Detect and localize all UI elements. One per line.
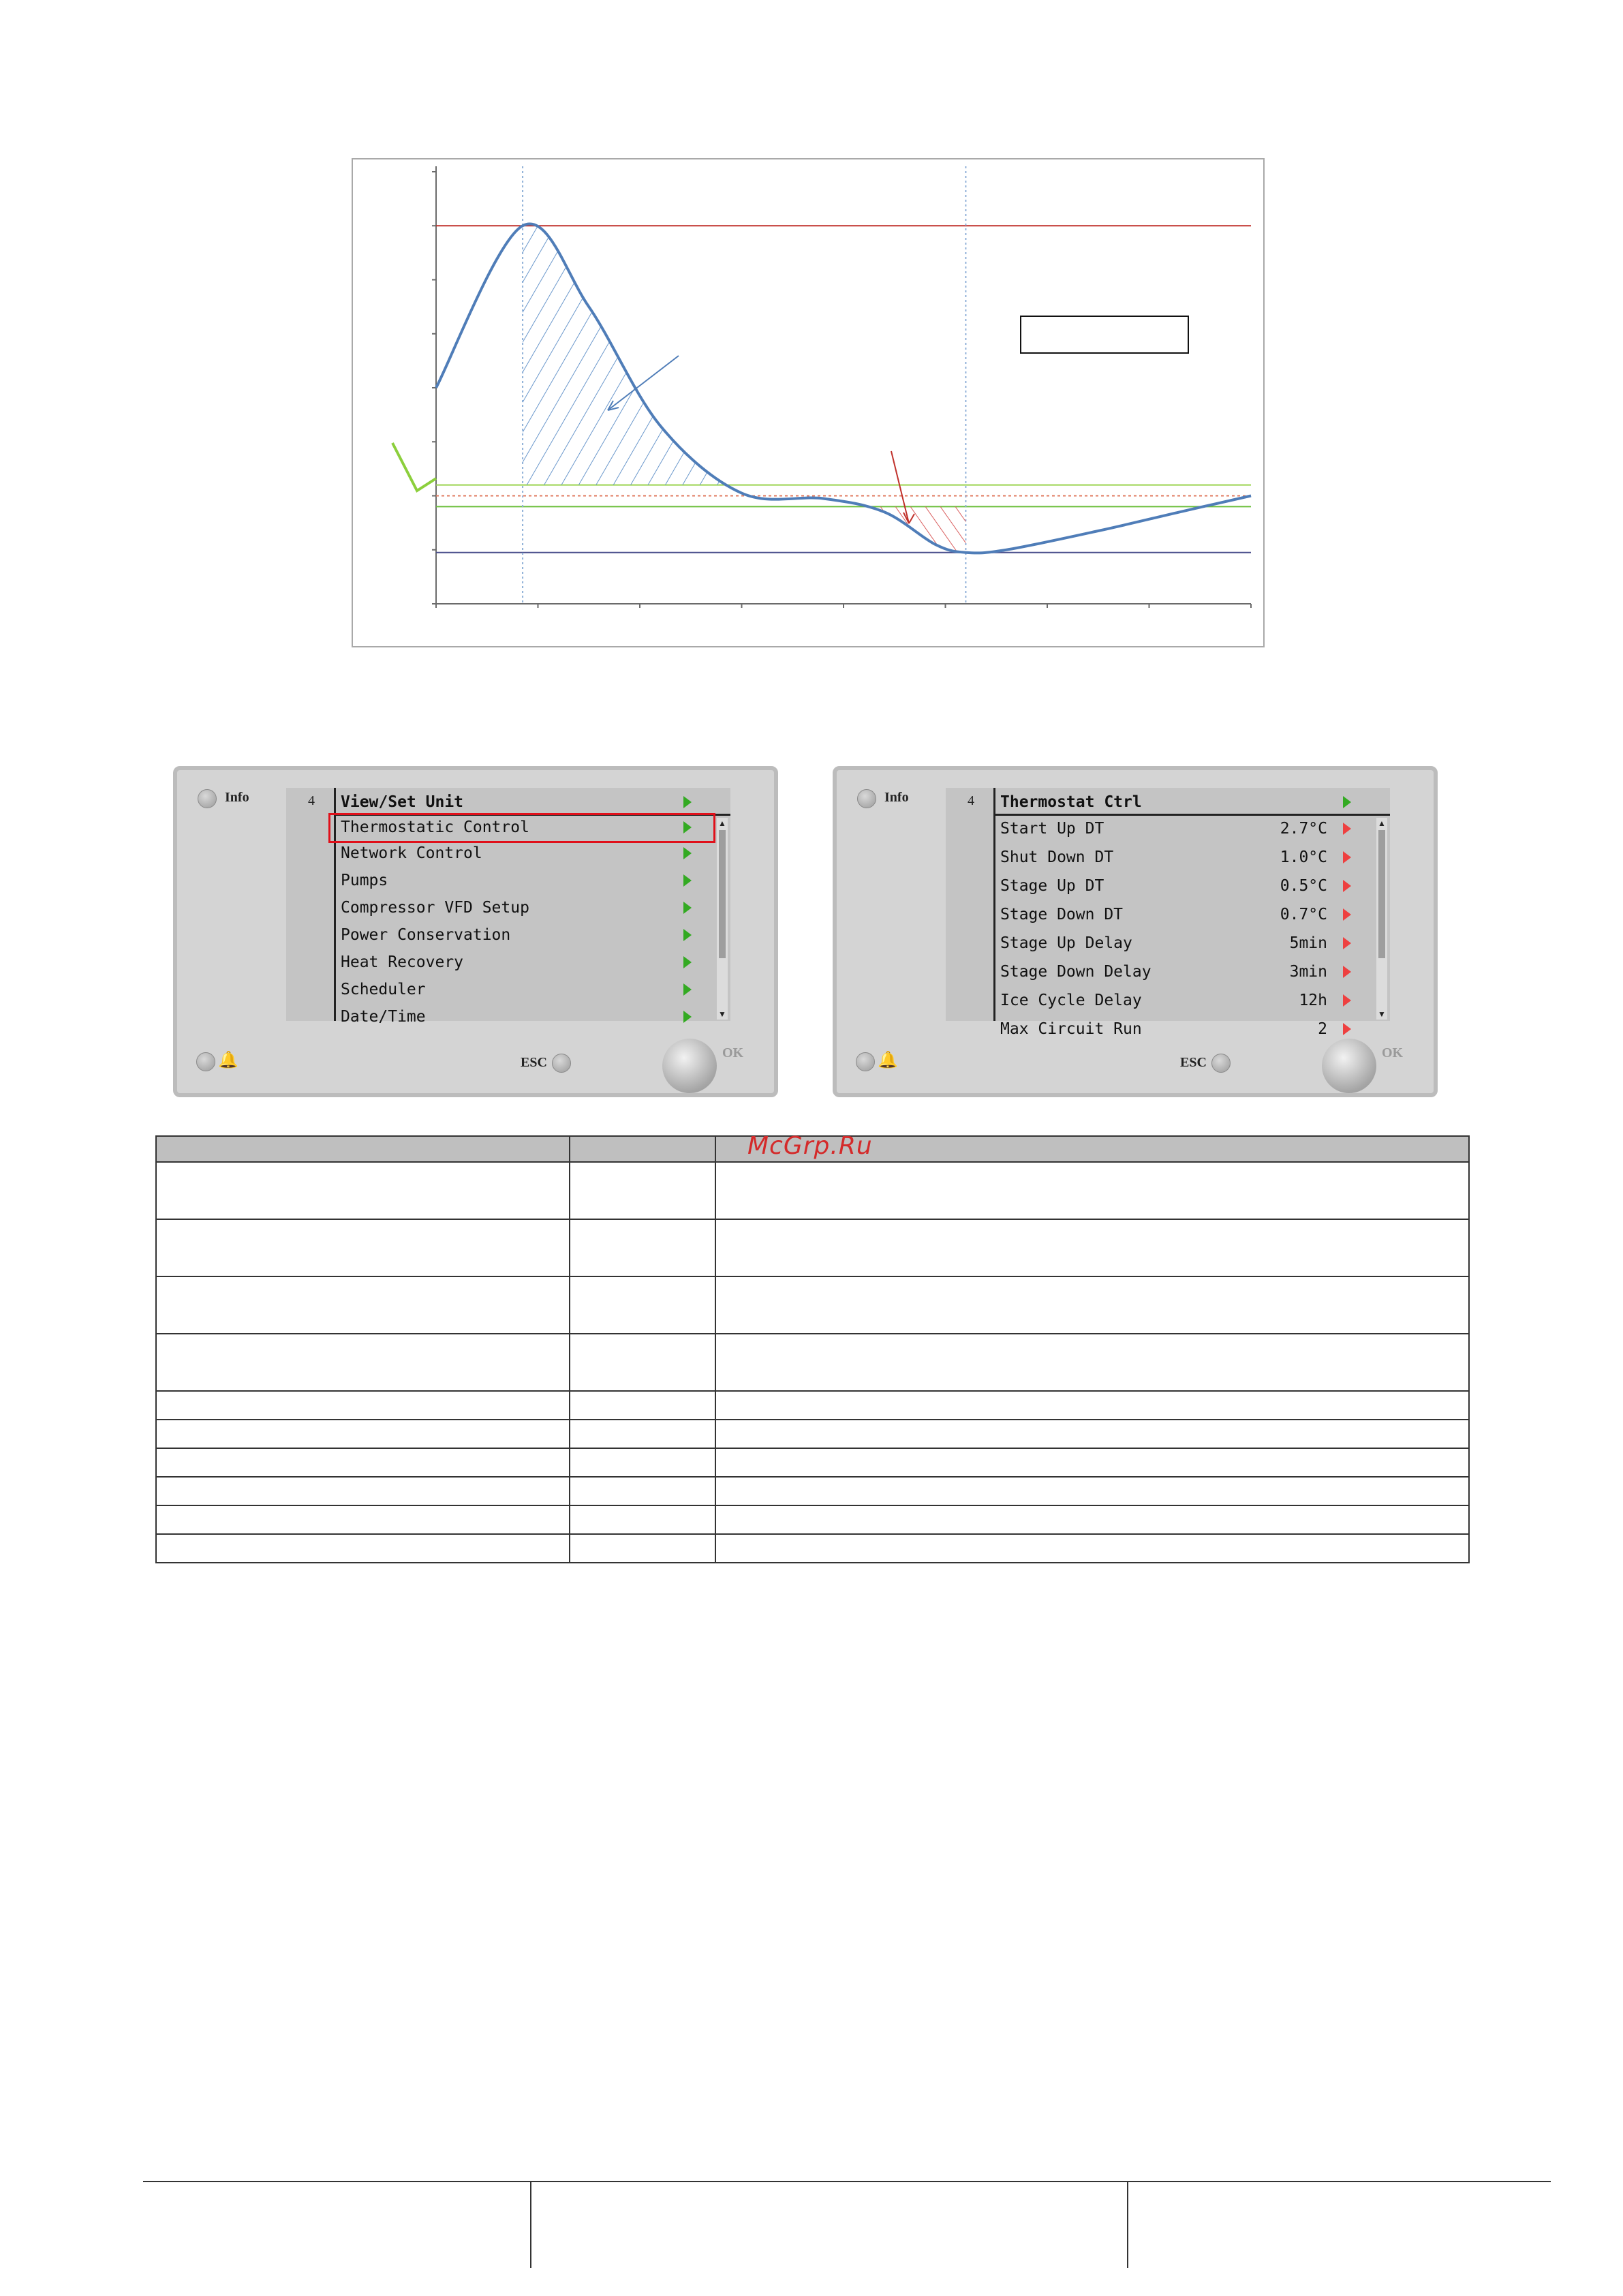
- title-arrow-icon: [1343, 796, 1351, 808]
- table-row: [156, 1448, 1469, 1477]
- controller-panel-left: [173, 766, 778, 1097]
- ok-knob[interactable]: [662, 1039, 717, 1093]
- scroll-down-icon[interactable]: ▼: [718, 1009, 726, 1019]
- setting-label[interactable]: Shut Down DT: [1000, 848, 1114, 866]
- table-cell: [715, 1391, 1469, 1420]
- scroll-thumb[interactable]: [719, 830, 726, 958]
- esc-button[interactable]: [1211, 1054, 1231, 1073]
- setting-value[interactable]: 5min: [1289, 934, 1327, 952]
- table-cell: [715, 1534, 1469, 1563]
- table-cell: [570, 1534, 715, 1563]
- footer-divider: [1127, 2181, 1128, 2268]
- table-cell: [156, 1276, 570, 1334]
- table-cell: [715, 1505, 1469, 1534]
- table-cell: [715, 1219, 1469, 1276]
- table-cell: [715, 1162, 1469, 1219]
- edit-arrow-icon: [1343, 851, 1351, 863]
- table-cell: [156, 1448, 570, 1477]
- info-button[interactable]: [198, 789, 217, 808]
- setting-label[interactable]: Ice Cycle Delay: [1000, 992, 1142, 1009]
- page-number: 4: [308, 793, 315, 808]
- table-cell: [570, 1391, 715, 1420]
- edit-arrow-icon: [1343, 880, 1351, 892]
- table-cell: [156, 1162, 570, 1219]
- edit-arrow-icon: [1343, 937, 1351, 949]
- menu-item[interactable]: Date/Time: [341, 1008, 426, 1026]
- edit-arrow-icon: [1343, 994, 1351, 1007]
- submenu-arrow-icon: [683, 796, 692, 808]
- menu-item[interactable]: Power Conservation: [341, 926, 511, 944]
- setting-label[interactable]: Stage Down Delay: [1000, 963, 1151, 981]
- menu-item[interactable]: Thermostatic Control: [341, 818, 529, 836]
- menu-item[interactable]: Network Control: [341, 844, 482, 862]
- page-number: 4: [968, 793, 974, 808]
- esc-button[interactable]: [552, 1054, 571, 1073]
- bell-icon: 🔔: [218, 1051, 238, 1069]
- setting-label[interactable]: Max Circuit Run: [1000, 1020, 1142, 1038]
- ok-knob[interactable]: [1322, 1039, 1376, 1093]
- table-cell: [570, 1162, 715, 1219]
- footer-rule: [143, 2181, 1551, 2182]
- info-button[interactable]: [857, 789, 876, 808]
- table-cell: [715, 1477, 1469, 1505]
- table-row: [156, 1334, 1469, 1391]
- setting-label[interactable]: Stage Up DT: [1000, 877, 1104, 895]
- menu-item[interactable]: Scheduler: [341, 981, 426, 998]
- setting-value[interactable]: 3min: [1289, 963, 1327, 981]
- submenu-arrow-icon: [683, 929, 692, 941]
- menu-item[interactable]: Heat Recovery: [341, 953, 464, 971]
- info-label: Info: [884, 790, 909, 805]
- setting-value[interactable]: 0.7°C: [1280, 906, 1327, 923]
- scroll-down-icon[interactable]: ▼: [1378, 1009, 1386, 1019]
- ok-label: OK: [722, 1045, 744, 1060]
- bell-icon: 🔔: [878, 1051, 898, 1069]
- table-cell: [156, 1477, 570, 1505]
- legend-box: [1021, 316, 1188, 353]
- submenu-arrow-icon: [683, 983, 692, 996]
- table-cell: [156, 1219, 570, 1276]
- screen-title: View/Set Unit: [341, 793, 464, 811]
- screen-title: Thermostat Ctrl: [1000, 793, 1142, 811]
- submenu-arrow-icon: [683, 1011, 692, 1023]
- setting-value[interactable]: 2.7°C: [1280, 820, 1327, 838]
- menu-item[interactable]: Pumps: [341, 872, 388, 889]
- table-row: [156, 1276, 1469, 1334]
- table-row: [156, 1391, 1469, 1420]
- submenu-arrow-icon: [683, 847, 692, 859]
- submenu-arrow-icon: [683, 902, 692, 914]
- setting-value[interactable]: 0.5°C: [1280, 877, 1327, 895]
- footer-divider: [530, 2181, 531, 2268]
- esc-label: ESC: [521, 1055, 547, 1070]
- table-cell: [156, 1334, 570, 1391]
- table-header-cell: [570, 1136, 715, 1162]
- alarm-button[interactable]: [196, 1052, 215, 1071]
- table-cell: [715, 1420, 1469, 1448]
- table-cell: [570, 1477, 715, 1505]
- table-cell: [715, 1448, 1469, 1477]
- table-row: [156, 1420, 1469, 1448]
- table-row: [156, 1162, 1469, 1219]
- table-cell: [570, 1276, 715, 1334]
- alarm-button[interactable]: [856, 1052, 875, 1071]
- table-cell: [715, 1276, 1469, 1334]
- table-row: [156, 1477, 1469, 1505]
- setting-label[interactable]: Stage Up Delay: [1000, 934, 1132, 952]
- table-cell: [570, 1448, 715, 1477]
- table-cell: [570, 1505, 715, 1534]
- table-cell: [570, 1219, 715, 1276]
- edit-arrow-icon: [1343, 908, 1351, 921]
- menu-item[interactable]: Compressor VFD Setup: [341, 899, 529, 917]
- edit-arrow-icon: [1343, 966, 1351, 978]
- table-cell: [156, 1391, 570, 1420]
- chart-frame: [352, 159, 1264, 647]
- esc-label: ESC: [1180, 1055, 1207, 1070]
- thermostat-chart: [352, 158, 1265, 647]
- table-cell: [715, 1334, 1469, 1391]
- controller-panel-right: [833, 766, 1438, 1097]
- selection-highlight: [328, 813, 715, 843]
- parameter-table: [155, 1135, 1470, 1563]
- edit-arrow-icon: [1343, 823, 1351, 835]
- table-header-cell: [156, 1136, 570, 1162]
- lcd-screen: [286, 788, 730, 1026]
- watermark: McGrp.Ru: [747, 1132, 873, 1160]
- table-cell: [570, 1334, 715, 1391]
- edit-arrow-icon: [1343, 1023, 1351, 1035]
- table-cell: [156, 1420, 570, 1448]
- lcd-divider: [993, 788, 995, 1021]
- lcd-screen: [946, 788, 1390, 1038]
- table-row: [156, 1534, 1469, 1563]
- scroll-thumb[interactable]: [1378, 830, 1385, 958]
- submenu-arrow-icon: [683, 956, 692, 968]
- table-row: [156, 1219, 1469, 1276]
- scroll-up-icon[interactable]: ▲: [718, 818, 726, 828]
- table-cell: [156, 1505, 570, 1534]
- scrollbar[interactable]: [1376, 818, 1387, 1020]
- setting-value[interactable]: 12h: [1299, 992, 1327, 1009]
- table-cell: [156, 1534, 570, 1563]
- setting-value[interactable]: 1.0°C: [1280, 848, 1327, 866]
- scroll-up-icon[interactable]: ▲: [1378, 818, 1386, 828]
- setting-label[interactable]: Stage Down DT: [1000, 906, 1124, 923]
- ok-label: OK: [1382, 1045, 1404, 1060]
- scrollbar[interactable]: [717, 818, 728, 1020]
- table-row: [156, 1505, 1469, 1534]
- setting-value[interactable]: 2: [1318, 1020, 1327, 1038]
- submenu-arrow-icon: [683, 874, 692, 887]
- info-label: Info: [225, 790, 249, 805]
- setting-label[interactable]: Start Up DT: [1000, 820, 1104, 838]
- table-cell: [570, 1420, 715, 1448]
